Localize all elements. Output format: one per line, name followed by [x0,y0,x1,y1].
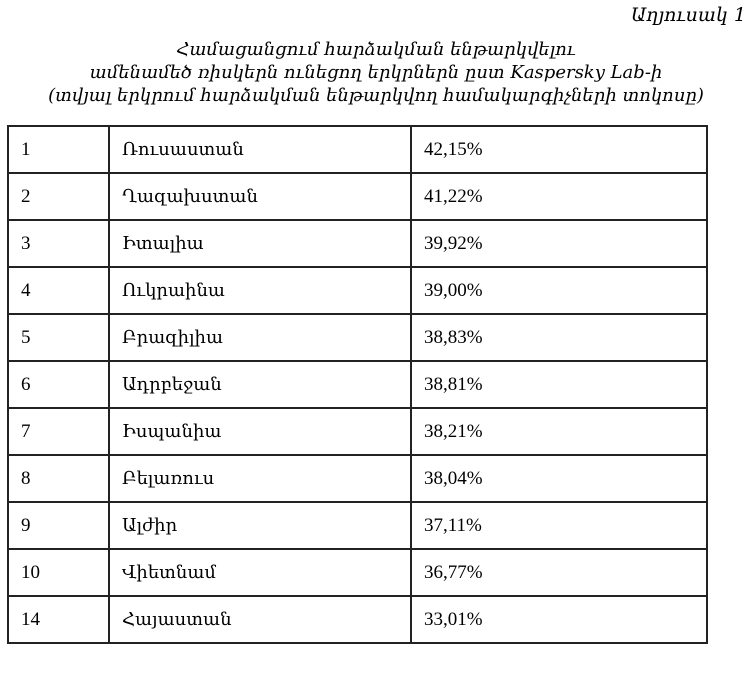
caption-line-1: Համացանցում հարձակման ենթարկվելու [176,39,576,60]
percent-cell: 42,15% [411,126,707,173]
country-cell: Հայաստան [109,596,411,643]
country-cell: Բրազիլիա [109,314,411,361]
percent-cell: 33,01% [411,596,707,643]
country-cell: Բելառուս [109,455,411,502]
percent-cell: 38,21% [411,408,707,455]
country-cell: Ուկրաինա [109,267,411,314]
table-row [8,455,707,502]
country-cell: Իսպանիա [109,408,411,455]
rank-cell: 2 [8,173,109,220]
rank-cell: 3 [8,220,109,267]
percent-cell: 39,92% [411,220,707,267]
country-cell: Ղազախստան [109,173,411,220]
country-cell: Վիետնամ [109,549,411,596]
percent-cell: 37,11% [411,502,707,549]
percent-cell: 36,77% [411,549,707,596]
country-cell: Ադրբեջան [109,361,411,408]
percent-cell: 38,04% [411,455,707,502]
rank-cell: 1 [8,126,109,173]
table-number-label: Աղյուսակ 1 [630,4,746,26]
ranking-table-body [8,126,707,643]
table-row [8,314,707,361]
rank-cell: 9 [8,502,109,549]
table-caption [0,38,752,107]
rank-cell: 8 [8,455,109,502]
table-row [8,126,707,173]
rank-cell: 4 [8,267,109,314]
caption-line-2: ամենամեծ ռիսկերն ունեցող երկրներն ըստ Kaspersky Lab-ի [89,62,663,83]
percent-cell: 39,00% [411,267,707,314]
country-cell: Ալժիր [109,502,411,549]
table-row [8,173,707,220]
table-row [8,361,707,408]
country-cell: Իտալիա [109,220,411,267]
caption-line-3: (տվյալ երկրում հարձակման ենթարկվող համակարգիչների տոկոսը) [48,85,704,106]
ranking-table [7,125,708,644]
rank-cell: 5 [8,314,109,361]
country-cell: Ռուսաստան [109,126,411,173]
rank-cell: 7 [8,408,109,455]
rank-cell: 10 [8,549,109,596]
rank-cell: 14 [8,596,109,643]
percent-cell: 38,83% [411,314,707,361]
percent-cell: 38,81% [411,361,707,408]
rank-cell: 6 [8,361,109,408]
percent-cell: 41,22% [411,173,707,220]
table-row [8,502,707,549]
table-row [8,220,707,267]
table-row [8,408,707,455]
table-row [8,549,707,596]
table-row [8,267,707,314]
table-row [8,596,707,643]
